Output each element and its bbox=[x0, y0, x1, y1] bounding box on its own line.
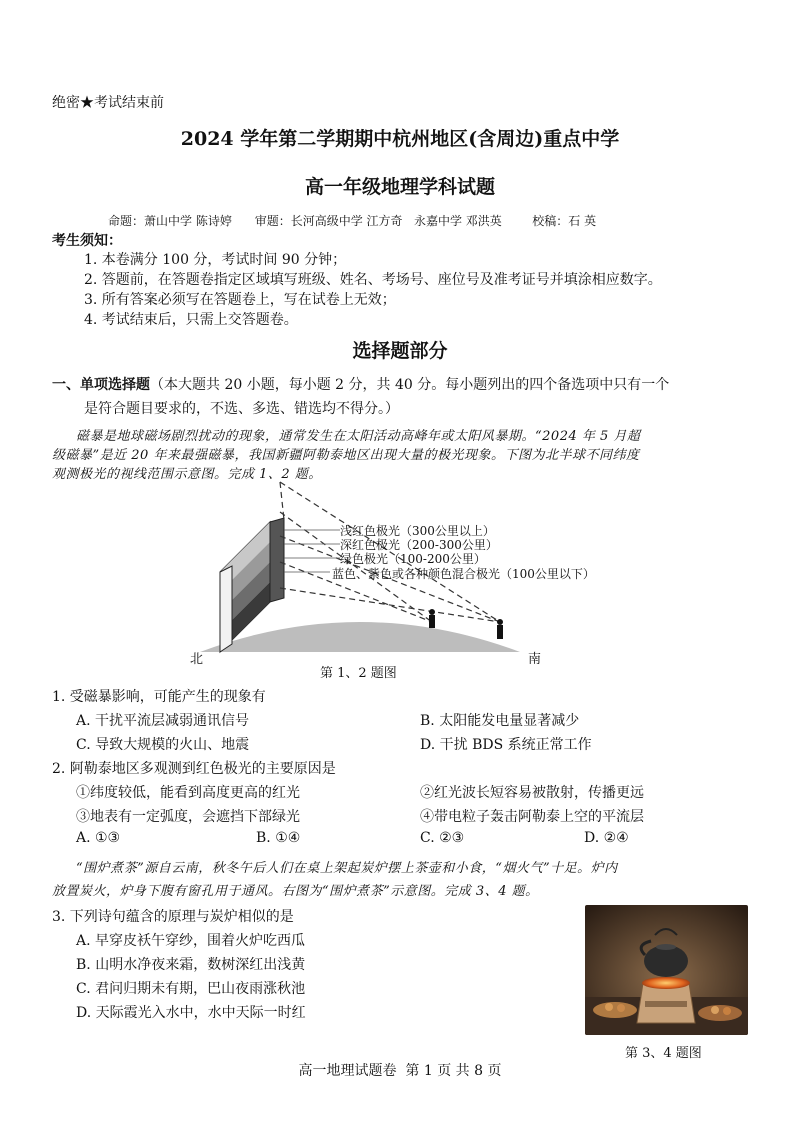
page-footer: 高一地理试题卷 第 1 页 共 8 页 bbox=[298, 1063, 502, 1079]
part1-desc-cont: 是符合题目要求的，不选、多选、错选均不得分。） bbox=[84, 401, 399, 417]
aurora-label: 蓝色、紫色或各种颜色混合极光（100公里以下） bbox=[332, 567, 595, 581]
tea-stove-photo bbox=[585, 905, 748, 1035]
q1-stem: 1. 受磁暴影响，可能产生的现象有 bbox=[52, 689, 266, 705]
notice-heading: 考生须知： bbox=[52, 233, 122, 249]
q2-statement-1: ①纬度较低，能看到高度更高的红光 bbox=[76, 785, 300, 801]
exam-subtitle: 高一年级地理学科试题 bbox=[304, 176, 495, 198]
part1-name: 单项选择题 bbox=[80, 377, 150, 393]
q1-option-d: D. 干扰 BDS 系统正常工作 bbox=[420, 737, 592, 753]
passage2-line: “围炉煮茶”源自云南，秋冬午后人们在桌上架起炭炉摆上茶壶和小食，“烟火气”十足。炉内 bbox=[76, 861, 618, 876]
authors-line: 命题：萧山中学 陈诗婷 审题：长河高级中学 江方奇 永嘉中学 邓洪英 校稿：石 英 bbox=[108, 214, 597, 228]
q2-statement-2: ②红光波长短容易被散射，传播更远 bbox=[420, 785, 644, 801]
q2-option-d: D. ②④ bbox=[584, 830, 629, 846]
part1-desc: （本大题共 20 小题，每小题 2 分，共 40 分。每小题列出的四个备选项中只有一个 bbox=[150, 377, 670, 393]
q3-option-d: D. 天际霞光入水中，水中天际一时红 bbox=[76, 1005, 306, 1021]
passage1-line: 级磁暴”是近 20 年来最强磁暴，我国新疆阿勒泰地区出现大量的极光现象。下图为北半球不同纬度 bbox=[52, 448, 640, 463]
aurora-label: 绿色极光（100-200公里） bbox=[340, 552, 486, 566]
observer-2 bbox=[497, 619, 503, 639]
passage1-line: 观测极光的视线范围示意图。完成 1、2 题。 bbox=[52, 467, 322, 482]
earth-surface bbox=[200, 622, 520, 652]
figure1-caption: 第 1、2 题图 bbox=[320, 666, 397, 681]
q1-option-c: C. 导致大规模的火山、地震 bbox=[76, 737, 250, 753]
exam-title: 2024 学年第二学期期中杭州地区(含周边)重点中学 bbox=[180, 128, 620, 150]
notice-item: 2. 答题前，在答题卷指定区域填写班级、姓名、考场号、座位号及准考证号并填涂相应数字。 bbox=[84, 272, 662, 288]
q2-statement-3: ③地表有一定弧度，会遮挡下部绿光 bbox=[76, 809, 300, 825]
notice-item: 4. 考试结束后，只需上交答题卷。 bbox=[84, 312, 298, 328]
south-label: 南 bbox=[528, 652, 542, 667]
q1-option-b: B. 太阳能发电量显著减少 bbox=[420, 713, 580, 729]
notice-item: 1. 本卷满分 100 分，考试时间 90 分钟； bbox=[84, 252, 347, 268]
notice-item: 3. 所有答案必须写在答题卷上，写在试卷上无效； bbox=[84, 292, 396, 308]
passage2-line: 放置炭火，炉身下腹有窗孔用于通风。右图为“围炉煮茶”示意图。完成 3、4 题。 bbox=[52, 884, 539, 899]
q2-statement-4: ④带电粒子轰击阿勒泰上空的平流层 bbox=[420, 809, 644, 825]
observer-1 bbox=[429, 609, 435, 628]
passage1-line: 磁暴是地球磁场剧烈扰动的现象，通常发生在太阳活动高峰年或太阳风暴期。“2024 年 5 月超 bbox=[76, 429, 641, 444]
q2-stem: 2. 阿勒泰地区多观测到红色极光的主要原因是 bbox=[52, 761, 336, 777]
part1-heading bbox=[52, 374, 669, 394]
q2-option-a: A. ①③ bbox=[76, 830, 121, 846]
section-title: 选择题部分 bbox=[352, 340, 448, 362]
q1-option-a: A. 干扰平流层减弱通讯信号 bbox=[76, 713, 250, 729]
q3-stem: 3. 下列诗句蕴含的原理与炭炉相似的是 bbox=[52, 909, 294, 925]
aurora-label: 深红色极光（200-300公里） bbox=[340, 538, 498, 552]
q3-option-b: B. 山明水净夜来霜，数树深红出浅黄 bbox=[76, 957, 306, 973]
q2-option-b: B. ①④ bbox=[256, 830, 301, 846]
q2-option-c: C. ②③ bbox=[420, 830, 465, 846]
figure2-caption: 第 3、4 题图 bbox=[625, 1046, 702, 1061]
aurora-label: 浅红色极光（300公里以上） bbox=[340, 524, 495, 538]
north-label: 北 bbox=[190, 652, 204, 667]
q3-option-c: C. 君问归期未有期，巴山夜雨涨秋池 bbox=[76, 981, 306, 997]
q3-option-a: A. 早穿皮袄午穿纱，围着火炉吃西瓜 bbox=[76, 933, 306, 949]
part1-label: 一、 bbox=[52, 377, 80, 393]
confidential-mark: 绝密★考试结束前 bbox=[52, 95, 164, 111]
